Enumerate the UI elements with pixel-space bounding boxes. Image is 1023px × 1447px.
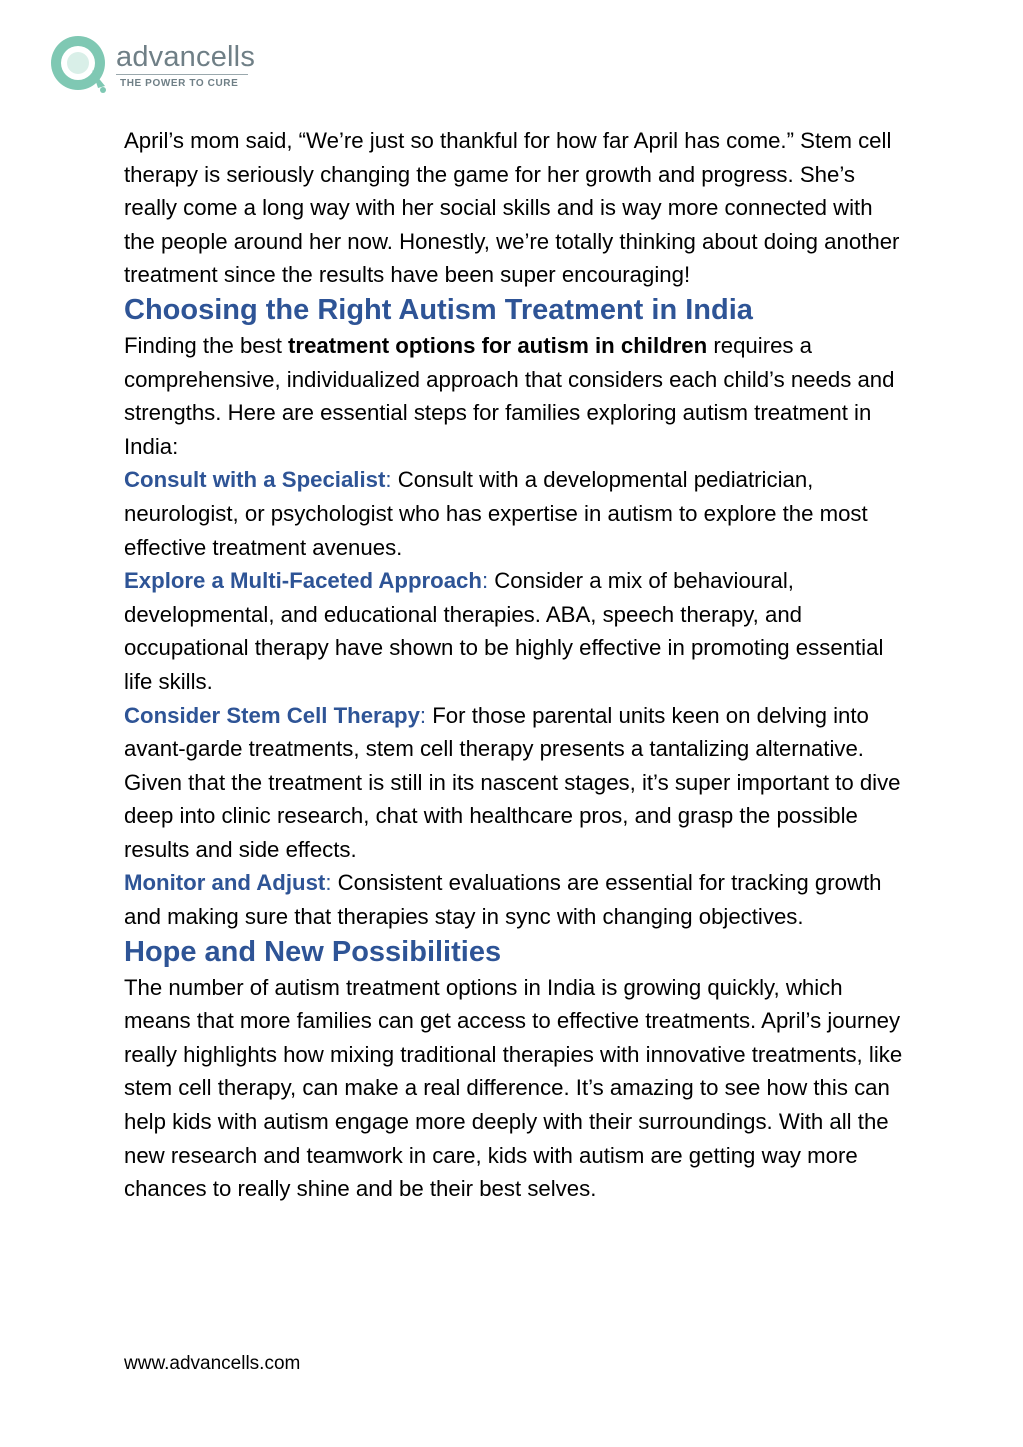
lead-text-bold: treatment options for autism in children	[288, 332, 708, 358]
step-multi-faceted-approach	[124, 564, 904, 698]
section-heading-hope: Hope and New Possibilities	[124, 935, 502, 968]
intro-paragraph: April’s mom said, “We’re just so thankful for how far April has come.” Stem cell therapy is seriously changing the game for her growth and progress. She’s really come a long way with her social skills and is way more connected with the people around her now. Honestly, we’re totally thinking about doing another treatment since the results have been super encouraging!	[124, 128, 900, 288]
step-text: Consistent evaluations are essential for tracking growth and making sure that therapies stay in sync with changing objectives.	[124, 870, 882, 930]
step-monitor-adjust	[124, 866, 904, 933]
step-colon: :	[325, 870, 332, 896]
document-body	[124, 124, 904, 1206]
logo-tagline: THE POWER TO CURE	[120, 78, 239, 89]
footer-url[interactable]: www.advancells.com	[124, 1353, 301, 1374]
lead-text-after: requires a comprehensive, individualized approach that considers each child’s needs and strengths. Here are essential steps for families exploring autism treatment in India:	[124, 332, 895, 459]
step-colon: :	[481, 568, 489, 594]
step-text: Consider a mix of behavioural, developmental, and educational therapies. ABA, speech therapy, and occupational therapy have shown to be highly effective in promoting essential life skills.	[124, 568, 884, 694]
step-colon: :	[385, 467, 392, 493]
section-heading-choosing-treatment: Choosing the Right Autism Treatment in India	[124, 293, 753, 326]
step-consult-specialist	[124, 463, 904, 564]
step-title: Consider Stem Cell Therapy	[124, 702, 420, 728]
step-text: Consult with a developmental pediatrician, neurologist, or psychologist who has expertise in autism to explore the most effective treatment avenues.	[124, 467, 868, 560]
advancells-logo	[48, 30, 268, 100]
section1-lead-paragraph	[124, 329, 904, 463]
step-text: For those parental units keen on delving into avant-garde treatments, stem cell therapy presents a tantalizing alternative. Given that the treatment is still in its nascent stages, it’s super important to dive deep into clinic research, chat with healthcare pros, and grasp the possible results and side effects.	[124, 702, 901, 862]
step-stem-cell-therapy	[124, 699, 904, 867]
lead-text-before: Finding the best	[124, 332, 289, 358]
logo-divider	[116, 74, 248, 75]
step-title: Consult with a Specialist	[124, 467, 386, 493]
step-title: Explore a Multi-Faceted Approach	[124, 568, 482, 594]
section2-paragraph: The number of autism treatment options in India is growing quickly, which means that more families can get access to effective treatments. April’s journey really highlights how mixing traditional therapies with innovative treatments, like stem cell therapy, can make a real difference. It’s amazing to see how this can help kids with autism engage more deeply with their surroundings. With all the new research and teamwork in care, kids with autism are getting way more chances to really shine and be their best selves.	[124, 974, 903, 1202]
step-title: Monitor and Adjust	[124, 870, 326, 896]
logo-mark-icon	[48, 30, 112, 96]
logo-wordmark: advancells	[116, 41, 256, 73]
step-colon: :	[419, 702, 427, 728]
